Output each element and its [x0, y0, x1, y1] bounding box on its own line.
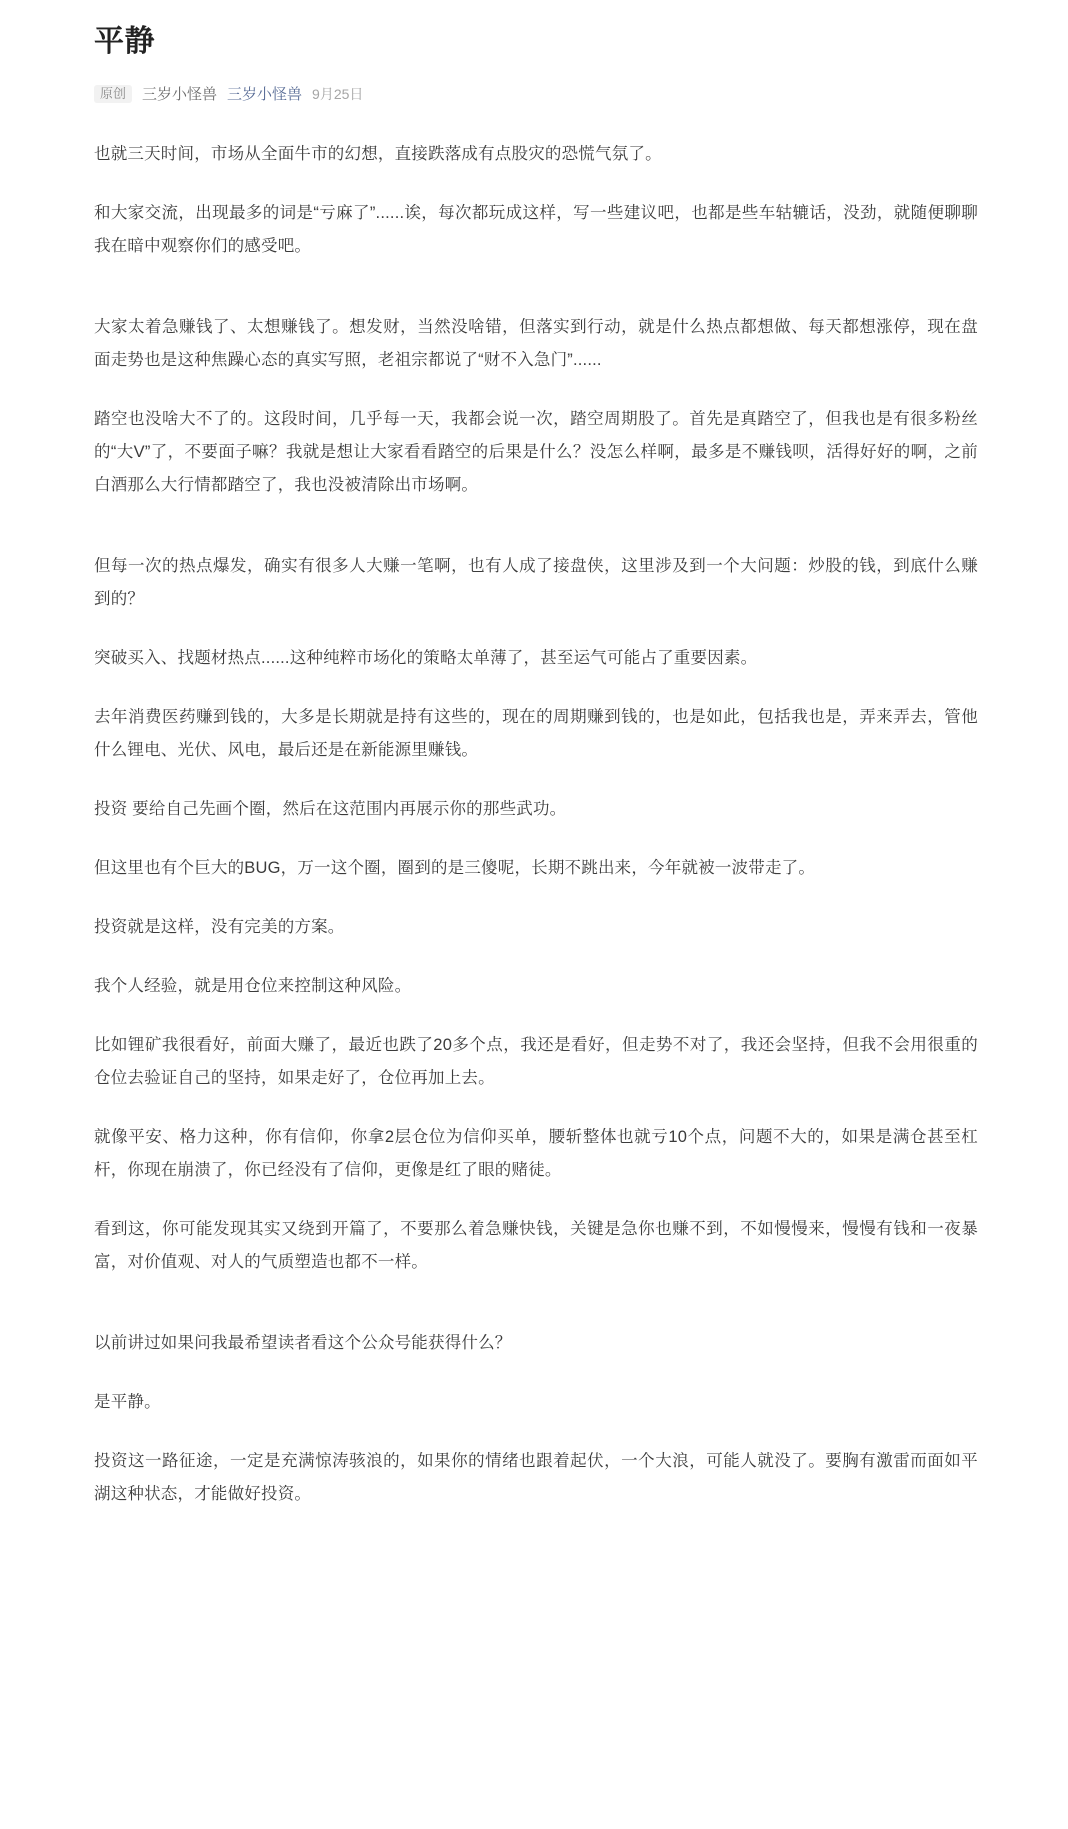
article-paragraph: 投资 要给自己先画个圈，然后在这范围内再展示你的那些武功。	[94, 800, 567, 818]
article-paragraph: 突破买入、找题材热点......这种纯粹市场化的策略太单薄了，甚至运气可能占了重要因素。	[94, 649, 758, 667]
article-paragraph: 就像平安、格力这种，你有信仰，你拿2层仓位为信仰买单，腰斩整体也就亏10个点，问题不大的，如果是满仓甚至杠杆，你现在崩溃了，你已经没有了信仰，更像是红了眼的赌徒。	[94, 1128, 978, 1179]
publish-date: 9月25日	[312, 85, 364, 102]
article-paragraph: 是平静。	[94, 1393, 161, 1411]
author-name: 三岁小怪兽	[142, 86, 218, 103]
article-paragraph: 看到这，你可能发现其实又绕到开篇了，不要那么着急赚快钱，关键是急你也赚不到，不如慢慢来，慢慢有钱和一夜暴富，对价值观、对人的气质塑造也都不一样。	[94, 1220, 978, 1271]
article-paragraph: 比如锂矿我很看好，前面大赚了，最近也跌了20多个点，我还是看好，但走势不对了，我还会坚持，但我不会用很重的仓位去验证自己的坚持，如果走好了，仓位再加上去。	[94, 1036, 978, 1087]
original-badge: 原创	[94, 85, 132, 103]
article-meta	[94, 83, 978, 104]
account-name[interactable]: 三岁小怪兽	[227, 86, 303, 103]
article-paragraph: 和大家交流，出现最多的词是“亏麻了”......诶，每次都玩成这样，写一些建议吧，也都是些车轱辘话，没劲，就随便聊聊我在暗中观察你们的感受吧。	[94, 204, 978, 255]
article-paragraph: 但这里也有个巨大的BUG，万一这个圈，圈到的是三傻呢，长期不跳出来，今年就被一波带走了。	[94, 859, 816, 877]
article-paragraph: 但每一次的热点爆发，确实有很多人大赚一笔啊，也有人成了接盘侠，这里涉及到一个大问题：炒股的钱，到底什么赚到的？	[94, 557, 978, 608]
article-paragraph: 踏空也没啥大不了的。这段时间，几乎每一天，我都会说一次，踏空周期股了。首先是真踏空了，但我也是有很多粉丝的“大V”了，不要面子嘛？我就是想让大家看看踏空的后果是什么？没怎么样啊，最多是不赚钱呗，活得好好的啊，之前白酒那么大行情都踏空了，我也没被清除出市场啊。	[94, 410, 978, 494]
article-paragraph: 投资这一路征途，一定是充满惊涛骇浪的，如果你的情绪也跟着起伏，一个大浪，可能人就没了。要胸有激雷而面如平湖这种状态，才能做好投资。	[94, 1452, 978, 1503]
article-paragraph: 我个人经验，就是用仓位来控制这种风险。	[94, 977, 412, 995]
article-paragraph: 投资就是这样，没有完美的方案。	[94, 918, 345, 936]
article-body	[94, 138, 978, 1511]
article-paragraph: 也就三天时间，市场从全面牛市的幻想，直接跌落成有点股灾的恐慌气氛了。	[94, 145, 662, 163]
article-paragraph: 以前讲过如果问我最希望读者看这个公众号能获得什么？	[94, 1334, 512, 1352]
article-paragraph: 去年消费医药赚到钱的，大多是长期就是持有这些的，现在的周期赚到钱的，也是如此，包括我也是，弄来弄去，管他什么锂电、光伏、风电，最后还是在新能源里赚钱。	[94, 708, 978, 759]
page-title: 平静	[94, 25, 155, 58]
article-paragraph: 大家太着急赚钱了、太想赚钱了。想发财，当然没啥错，但落实到行动，就是什么热点都想做、每天都想涨停，现在盘面走势也是这种焦躁心态的真实写照，老祖宗都说了“财不入急门”......	[94, 318, 978, 369]
